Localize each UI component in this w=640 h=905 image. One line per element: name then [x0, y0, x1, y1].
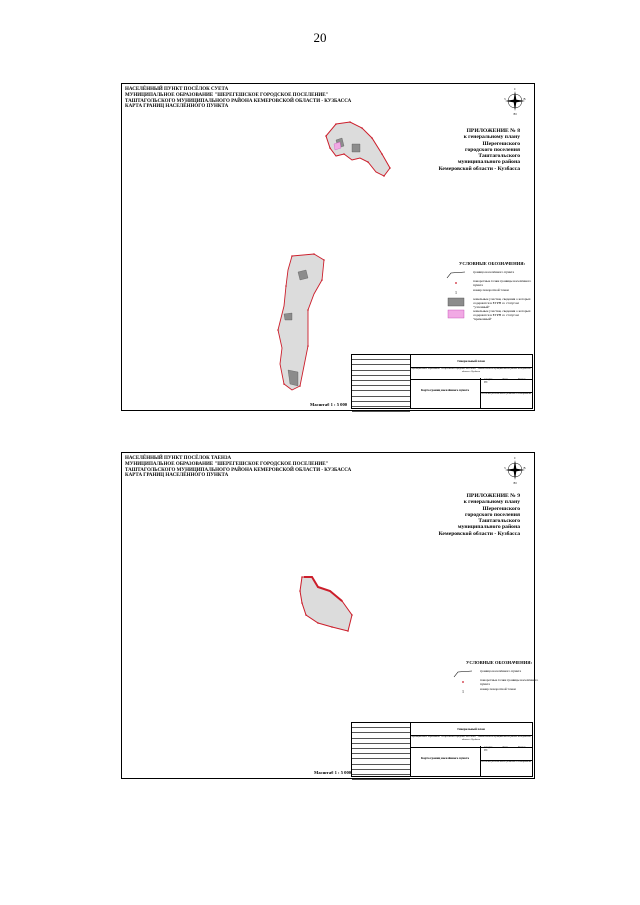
- legend-item-points: поворотные точки границы населённого пункта: [452, 678, 532, 687]
- legend-item-boundary: граница населённого пункта: [452, 669, 532, 678]
- svg-text:З: З: [504, 97, 506, 101]
- compass-rose-icon: [504, 87, 526, 115]
- page-number: 20: [313, 30, 327, 45]
- svg-text:1: 1: [455, 290, 457, 295]
- settlement-boundary: [300, 577, 352, 631]
- title-block: Генеральный план Муниципальное образование "Шерегешское городское поселение" Таштагольского муниципального района Кемеровской области - Кузбасса Карта границ населённого пункта Стадия Лист Листов ГП Агентство регионального развития и планирования: [351, 722, 533, 777]
- sheet-header: НАСЕЛЁННЫЙ ПУНКТ ПОСЁЛОК ТАЕНЗА МУНИЦИПАЛЬНОЕ ОБРАЗОВАНИЕ "ШЕРЕГЕШСКОЕ ГОРОДСКОЕ ПОСЕЛЕНИЕ" ТАШТАГОЛЬСКОГО МУНИЦИПАЛЬНОГО РАЙОНА КЕМЕРОВСКОЙ ОБЛАСТИ - КУЗБАССА КАРТА ГРАНИЦ НАСЕЛЁННОГО ПУНКТА: [125, 456, 352, 479]
- map-legend: УСЛОВНЫЕ ОБОЗНАЧЕНИЯ: граница населённого пункта поворотные точки границы населённого пункта 1 номер поворотной точки земельные участки, сведения о которых содержатся в ЕГРН со статусом "учтенный" земельные участки, сведения о которых содержатся в ЕГРН со статусом "временный": [445, 262, 525, 321]
- parcel-registered: [298, 270, 308, 280]
- legend-item-boundary: граница населённого пункта: [445, 270, 525, 279]
- parcel-registered: [284, 313, 292, 320]
- svg-text:В: В: [523, 466, 526, 470]
- parcel-registered: [352, 144, 360, 152]
- sheet-header: НАСЕЛЁННЫЙ ПУНКТ ПОСЁЛОК СУЕТА МУНИЦИПАЛЬНОЕ ОБРАЗОВАНИЕ "ШЕРЕГЕШСКОЕ ГОРОДСКОЕ ПОСЕЛЕНИЕ" ТАШТАГОЛЬСКОГО МУНИЦИПАЛЬНОГО РАЙОНА КЕМЕРОВСКОЙ ОБЛАСТИ - КУЗБАССА КАРТА ГРАНИЦ НАСЕЛЁННОГО ПУНКТА: [125, 87, 352, 110]
- appendix-caption: ПРИЛОЖЕНИЕ № 8 к генеральному плану Шерегешского городского поселения Таштагольского муниципального района Кемеровской области - Кузбасса: [438, 128, 520, 172]
- map-sheet-sueta: [121, 83, 535, 411]
- legend-item-registered-parcel: земельные участки, сведения о которых содержатся в ЕГРН со статусом "учтенный": [445, 297, 525, 309]
- svg-text:1: 1: [462, 689, 464, 694]
- svg-text:С: С: [513, 87, 517, 91]
- map-legend: УСЛОВНЫЕ ОБОЗНАЧЕНИЯ: граница населённого пункта поворотные точки границы населённого пункта 1 номер поворотной точки: [452, 661, 532, 696]
- map-scale: Масштаб 1 : 5 000: [310, 402, 348, 407]
- legend-item-points: поворотные точки границы населённого пункта: [445, 279, 525, 288]
- map-sheet-taenza: [121, 452, 539, 779]
- title-block: Генеральный план Муниципальное образование "Шерегешское городское поселение" Таштагольского муниципального района Кемеровской области - Кузбасса Карта границ населённого пункта Стадия Лист Листов ГП Агентство регионального развития и планирования: [351, 354, 533, 409]
- svg-text:В: В: [523, 97, 526, 101]
- svg-text:З: З: [504, 466, 506, 470]
- appendix-caption: ПРИЛОЖЕНИЕ № 9 к генеральному плану Шерегешского городского поселения Таштагольского муниципального района Кемеровской области - Кузбасса: [438, 493, 520, 537]
- legend-item-point-number: 1 номер поворотной точки: [462, 687, 516, 694]
- svg-text:Ю: Ю: [513, 481, 517, 484]
- legend-item-point-number: 1 номер поворотной точки: [455, 288, 509, 295]
- compass-rose-icon: [504, 456, 526, 484]
- svg-text:Ю: Ю: [513, 112, 517, 115]
- svg-text:С: С: [513, 456, 517, 460]
- map-scale: Масштаб 1 : 5 000: [314, 770, 352, 775]
- legend-item-temporary-parcel: земельные участки, сведения о которых содержатся в ЕГРН со статусом "временный": [445, 309, 525, 321]
